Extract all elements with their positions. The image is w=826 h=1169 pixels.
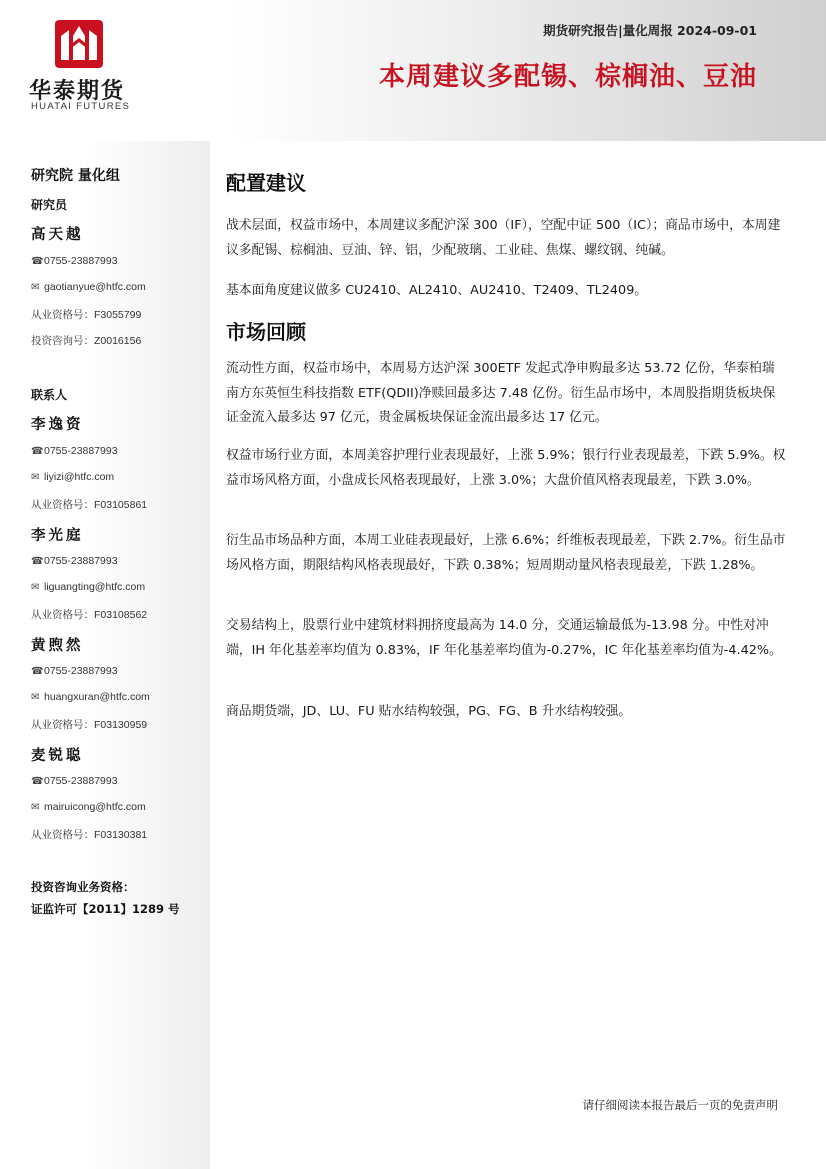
report-header	[0, 0, 826, 141]
contact-cert: 从业资格号：F03130381	[31, 829, 148, 841]
contact-cert: 从业资格号：F03105861	[31, 499, 148, 511]
phone-icon: ☎	[31, 666, 44, 677]
contact-phone: ☎0755-23887993	[31, 445, 118, 457]
logo-english-name: HUATAI FUTURES	[31, 101, 131, 112]
logo-chinese-name: 华泰期货	[29, 79, 126, 104]
paragraph: 商品期货端，JD、LU、FU 贴水结构较强，PG、FG、B 升水结构较强。	[226, 704, 632, 719]
contact-name: 麦锐聪	[31, 747, 84, 764]
contact-label: 联系人	[31, 388, 68, 402]
phone-icon: ☎	[31, 446, 44, 457]
email-icon: ✉	[31, 582, 40, 593]
email-icon: ✉	[31, 472, 40, 483]
qualification-label: 投资咨询业务资格：	[31, 880, 135, 894]
report-title: 本周建议多配锡、棕榈油、豆油	[378, 62, 757, 92]
contact-phone: ☎0755-23887993	[31, 555, 118, 567]
contact-email[interactable]: ✉ liyizi@htfc.com	[31, 471, 115, 483]
qualification-license: 证监许可【2011】1289 号	[31, 902, 180, 916]
contact-email[interactable]: ✉ liguangting@htfc.com	[31, 581, 146, 593]
email-icon: ✉	[31, 802, 40, 813]
researcher-label: 研究员	[31, 198, 68, 212]
researcher-consult-cert: 投资咨询号：Z0016156	[31, 335, 142, 347]
researcher-name: 高天越	[31, 226, 84, 243]
phone-icon: ☎	[31, 556, 44, 567]
contact-phone: ☎0755-23887993	[31, 775, 118, 787]
contact-name: 黄煦然	[31, 637, 84, 654]
contact-email[interactable]: ✉ mairuicong@htfc.com	[31, 801, 146, 813]
paragraph: 交易结构上，股票行业中建筑材料拥挤度最高为 14.0 分，交通运输最低为-13.98 分。中性对冲端，IH 年化基差率均值为 0.83%，IF 年化基差率均值为-0.27%，IC 年化基差率均值为-4.42%。	[226, 618, 782, 658]
paragraph: 战术层面，权益市场中，本周建议多配沪深 300（IF），空配中证 500（IC）；商品市场中，本周建议多配锡、棕榈油、豆油、锌、铝，少配玻璃、工业硅、焦煤、螺纹钢、纯碱。	[226, 218, 781, 258]
contact-email[interactable]: ✉ huangxuran@htfc.com	[31, 691, 150, 703]
author-sidebar	[0, 141, 210, 1169]
email-icon: ✉	[31, 282, 40, 293]
contact-phone: ☎0755-23887993	[31, 665, 118, 677]
researcher-cert: 从业资格号：F3055799	[31, 309, 142, 321]
sidebar-group-title: 研究院 量化组	[31, 168, 120, 184]
paragraph: 权益市场行业方面，本周美容护理行业表现最好，上涨 5.9%；银行行业表现最差，下跌 5.9%。权益市场风格方面，小盘成长风格表现最好，上涨 3.0%；大盘价值风格表现最差，下跌 3.0%。	[226, 448, 786, 488]
paragraph: 流动性方面，权益市场中，本周易方达沪深 300ETF 发起式净申购最多达 53.72 亿份，华泰柏瑞南方东英恒生科技指数 ETF(QDII)净赎回最多达 7.48 亿份。衍生品市场中，本周股指期货板块保证金流入最多达 97 亿元，贵金属板块保证金流出最多达 17 亿元。	[226, 361, 776, 425]
researcher-email[interactable]: ✉ gaotianyue@htfc.com	[31, 281, 146, 293]
section-title-allocation: 配置建议	[226, 171, 306, 195]
report-meta: 期货研究报告|量化周报 2024-09-01	[543, 23, 757, 38]
phone-icon: ☎	[31, 256, 44, 267]
phone-icon: ☎	[31, 776, 44, 787]
disclaimer-note: 请仔细阅读本报告最后一页的免责声明	[582, 1098, 778, 1112]
section-title-market-review: 市场回顾	[226, 320, 306, 344]
email-icon: ✉	[31, 692, 40, 703]
researcher-phone: ☎0755-23887993	[31, 255, 118, 267]
paragraph: 衍生品市场品种方面，本周工业硅表现最好，上涨 6.6%；纤维板表现最差，下跌 2.7%。衍生品市场风格方面，期限结构风格表现最好，下跌 0.38%；短周期动量风格表现最差，下跌 1.28%。	[226, 533, 786, 573]
contact-name: 李光庭	[31, 527, 84, 544]
contact-cert: 从业资格号：F03108562	[31, 609, 148, 621]
paragraph: 基本面角度建议做多 CU2410、AL2410、AU2410、T2409、TL2409。	[226, 283, 648, 298]
huatai-logo-icon	[55, 20, 103, 68]
contact-name: 李逸资	[31, 416, 84, 433]
contact-cert: 从业资格号：F03130959	[31, 719, 148, 731]
